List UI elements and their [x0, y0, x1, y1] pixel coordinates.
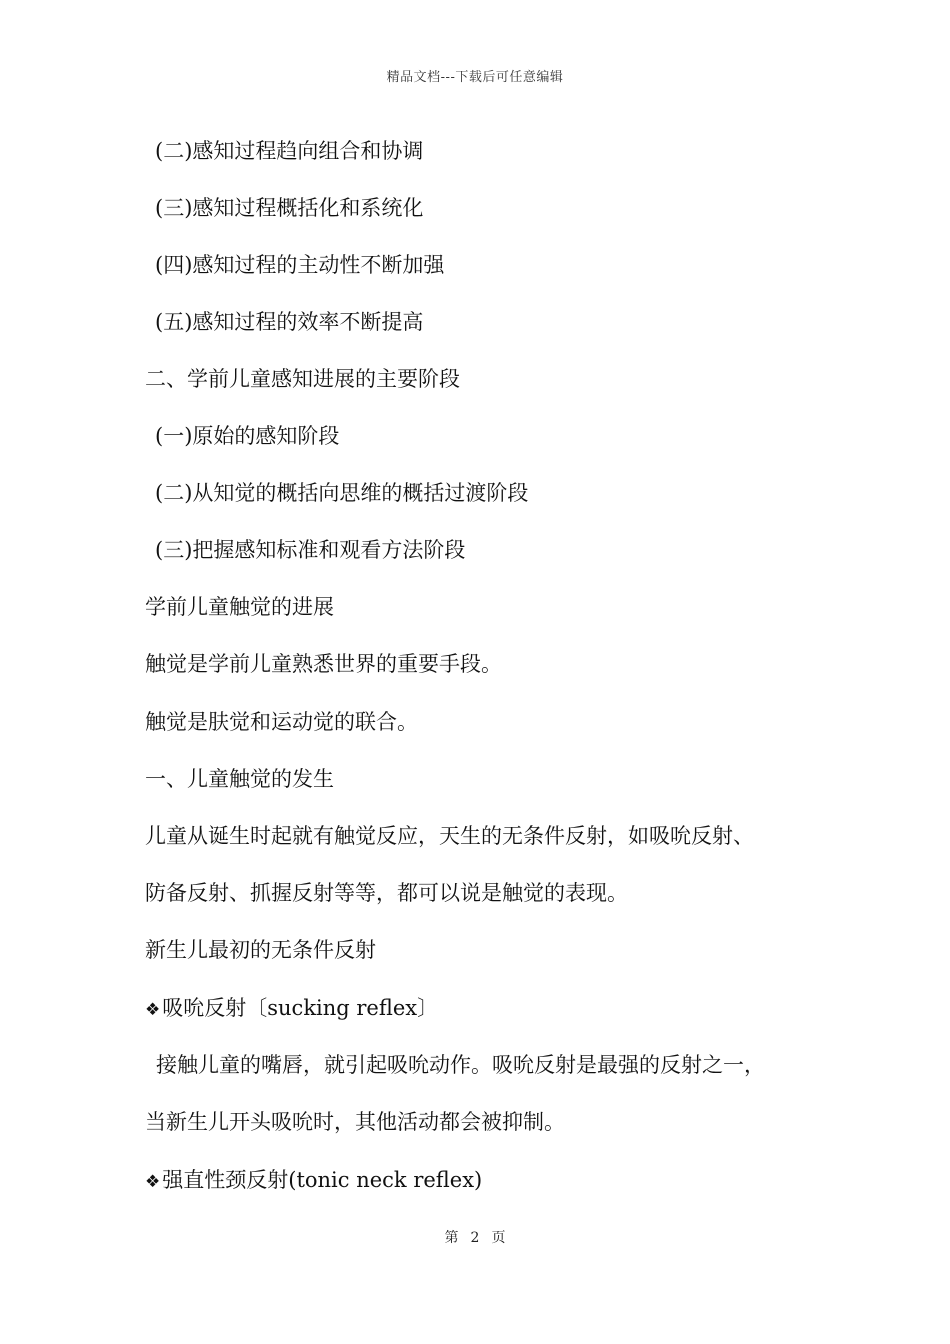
bullet-item — [145, 1166, 482, 1196]
paragraph-line: 防备反射、抓握反射等等，都可以说是触觉的表现。 — [145, 881, 628, 905]
paragraph-line: (二)感知过程趋向组合和协调 — [155, 139, 424, 163]
section-heading: 学前儿童触觉的进展 — [145, 595, 334, 619]
paragraph-line: (一)原始的感知阶段 — [155, 424, 340, 448]
paragraph-line: 触觉是肤觉和运动觉的联合。 — [145, 710, 418, 734]
paragraph-line: (二)从知觉的概括向思维的概括过渡阶段 — [155, 481, 529, 505]
page-number: 2 — [470, 1230, 480, 1246]
bullet-item-text: 强直性颈反射(tonic neck reflex) — [162, 1168, 483, 1192]
paragraph-line: (五)感知过程的效率不断提高 — [155, 310, 424, 334]
diamond-bullet-icon: ❖ — [145, 1172, 161, 1192]
page-footer — [0, 1227, 950, 1247]
page-header: 精品文档---下载后可任意编辑 — [386, 70, 564, 85]
paragraph-line: (三)把握感知标准和观看方法阶段 — [155, 538, 466, 562]
bullet-item — [145, 994, 438, 1024]
paragraph-line: (三)感知过程概括化和系统化 — [155, 196, 424, 220]
diamond-bullet-icon: ❖ — [145, 1000, 161, 1020]
paragraph-line: 当新生儿开头吸吮时，其他活动都会被抑制。 — [145, 1110, 565, 1134]
paragraph-line: (四)感知过程的主动性不断加强 — [155, 253, 445, 277]
page-number-suffix: 页 — [491, 1230, 506, 1246]
bullet-item-text: 吸吮反射〔sucking reflex〕 — [162, 996, 439, 1020]
paragraph-line: 儿童从诞生时起就有触觉反应，天生的无条件反射，如吸吮反射、 — [145, 824, 754, 848]
paragraph-line: 接触儿童的嘴唇，就引起吸吮动作。吸吮反射是最强的反射之一， — [156, 1053, 765, 1077]
paragraph-line: 新生儿最初的无条件反射 — [145, 938, 376, 962]
paragraph-line: 触觉是学前儿童熟悉世界的重要手段。 — [145, 652, 502, 676]
section-heading: 二、学前儿童感知进展的主要阶段 — [145, 367, 460, 391]
section-heading: 一、儿童触觉的发生 — [145, 767, 334, 791]
page-number-prefix: 第 — [444, 1230, 459, 1246]
